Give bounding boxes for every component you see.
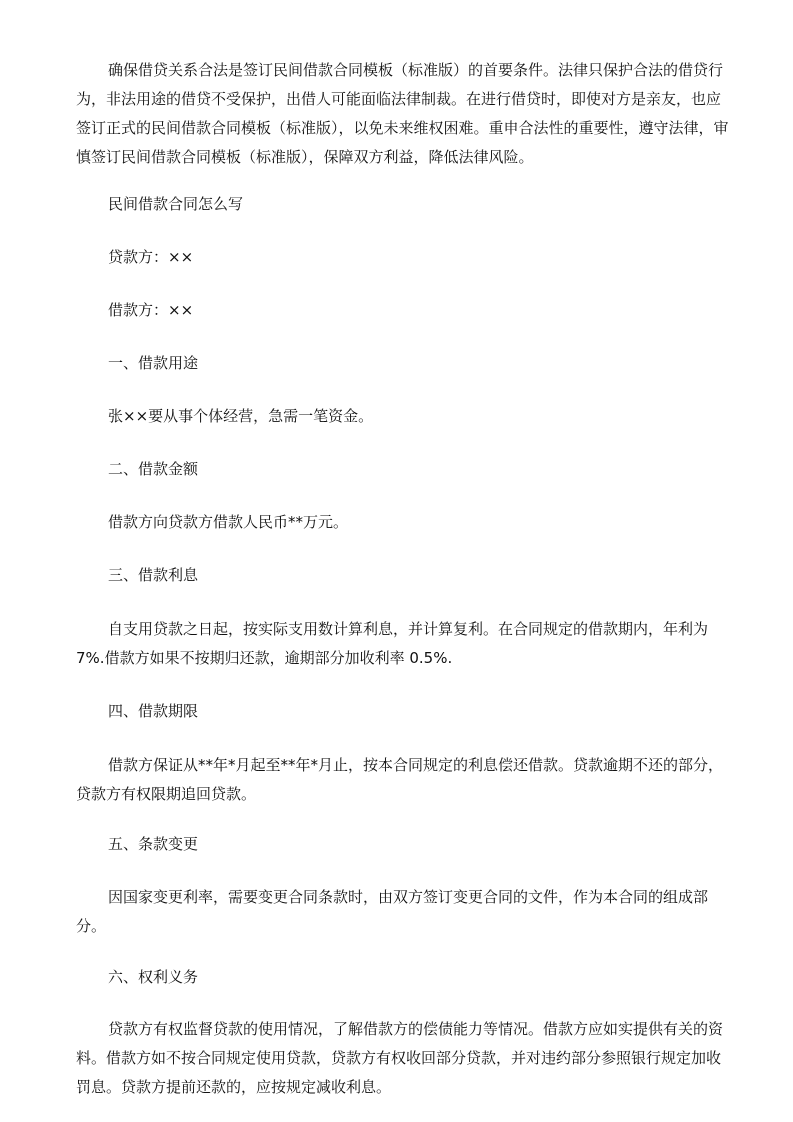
section-body-term: 借款方保证从**年*月起至**年*月止，按本合同规定的利息偿还借款。贷款逾期不还的部分，贷款方有权限期追回贷款。 — [76, 756, 724, 803]
section-title-amount: 二、借款金额 — [108, 460, 199, 478]
section-body-purpose: 张××要从事个体经营，急需一笔资金。 — [108, 407, 374, 425]
intro-paragraph: 确保借贷关系合法是签订民间借款合同模板（标准版）的首要条件。法律只保护合法的借贷行为，非法用途的借贷不受保护，出借人可能面临法律制裁。在进行借贷时，即使对方是亲友，也应签订正式的民间借款合同模板（标准版），以免未来维权困难。重申合法性的重要性，遵守法律，审慎签订民间借款合同模板（标准版），保障双方利益，降低法律风险。 — [76, 61, 729, 166]
section-title-interest: 三、借款利息 — [108, 566, 199, 584]
section-body-interest: 自支用贷款之日起，按实际支用数计算利息，并计算复利。在合同规定的借款期内，年利为 7%.借款方如果不按期归还款，逾期部分加收利率 0.5%. — [76, 620, 709, 667]
section-body-rights: 贷款方有权监督贷款的使用情况，了解借款方的偿债能力等情况。借款方应如实提供有关的资料。借款方如不按合同规定使用贷款，贷款方有权收回部分贷款，并对违约部分参照银行规定加收罚息。贷款方提前还款的，应按规定减收利息。 — [76, 1020, 724, 1096]
lender-line: 贷款方：×× — [108, 248, 194, 266]
section-title-rights: 六、权利义务 — [108, 968, 199, 986]
section-title-term: 四、借款期限 — [108, 702, 199, 720]
section-body-changes: 因国家变更利率，需要变更合同条款时，由双方签订变更合同的文件，作为本合同的组成部分。 — [76, 888, 709, 935]
section-body-amount: 借款方向贷款方借款人民币**万元。 — [108, 513, 349, 531]
section-title-changes: 五、条款变更 — [108, 835, 199, 853]
borrower-line: 借款方：×× — [108, 301, 194, 319]
section-title-purpose: 一、借款用途 — [108, 354, 199, 372]
document-heading: 民间借款合同怎么写 — [108, 195, 244, 213]
